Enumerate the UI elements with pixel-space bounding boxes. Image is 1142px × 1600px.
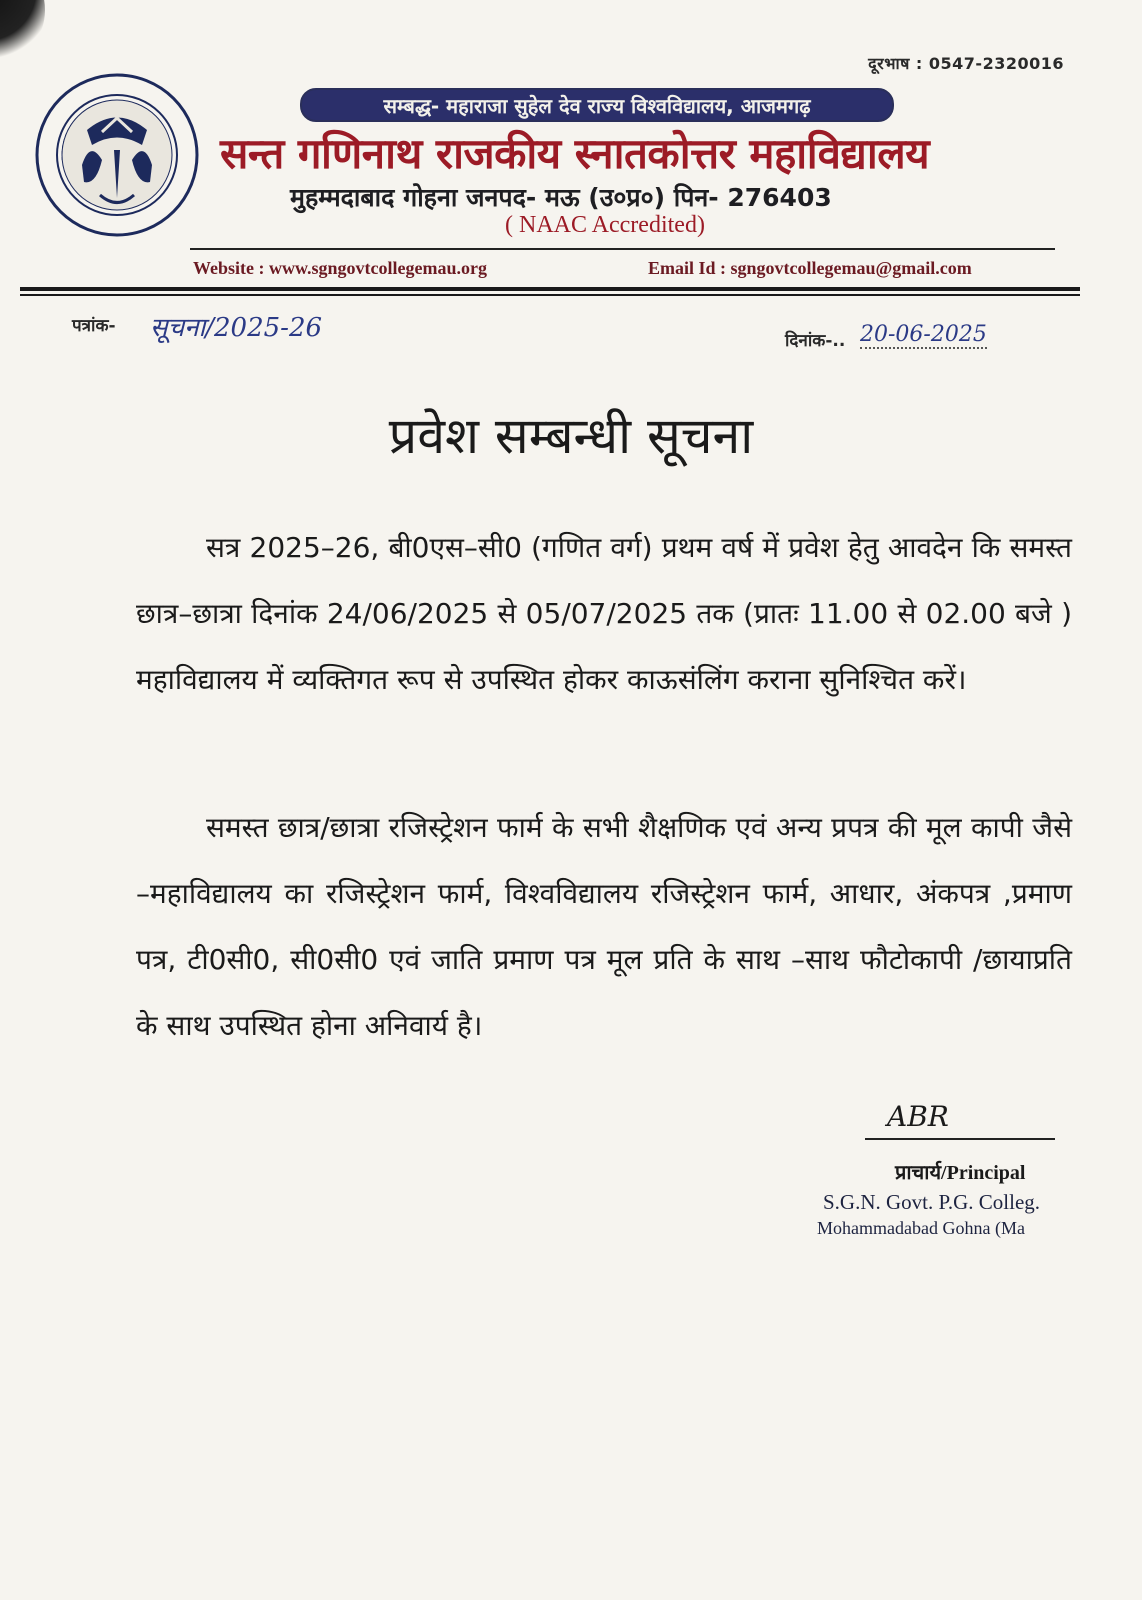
reference-label: पत्रांक- xyxy=(72,316,116,336)
email-text: Email Id : sgngovtcollegemau@gmail.com xyxy=(648,258,972,278)
college-name: सन्त गणिनाथ राजकीय स्नातकोत्तर महाविद्यालय xyxy=(220,129,930,178)
phone-number: दूरभाष : 0547-2320016 xyxy=(868,54,1064,73)
notice-date: 20-06-2025 xyxy=(860,322,987,347)
date-label: दिनांक-.. xyxy=(785,331,846,351)
notice-title: प्रवेश सम्बन्धी सूचना xyxy=(388,407,754,465)
stamp-college-place: Mohammadabad Gohna (Ma xyxy=(817,1218,1025,1238)
website-text: Website : www.sgngovtcollegemau.org xyxy=(193,258,487,278)
college-address: मुहम्मदाबाद गोहना जनपद- मऊ (उ०प्र०) पिन- 276403 xyxy=(290,183,832,212)
letterhead-rule-secondary xyxy=(20,294,1080,296)
notice-paragraph-1: सत्र 2025–26, बी0एस–सी0 (गणित वर्ग) प्रथम वर्ष में प्रवेश हेतु आवदेन कि समस्त छात्र–छात्रा दिनांक 24/06/2025 से 05/07/2025 तक (प्रातः 11.00 से 02.00 बजे ) महाविद्यालय में व्यक्तिगत रूप से उपस्थित होकर काऊसंलिंग कराना सुनिश्चित करें। xyxy=(136,531,1072,696)
notice-paragraph-2: समस्त छात्र/छात्रा रजिस्ट्रेशन फार्म के सभी शैक्षणिक एवं अन्य प्रपत्र की मूल कापी जैसे –महाविद्यालय का रजिस्ट्रेशन फार्म, विश्वविद्यालय रजिस्ट्रेशन फार्म, आधार, अंकपत्र ,प्रमाण पत्र, टी0सी0, सी0सी0 एवं जाति प्रमाण पत्र मूल प्रति के साथ –साथ फौटोकापी /छायाप्रति के साथ उपस्थित होना अनिवार्य है। xyxy=(136,811,1072,1042)
scan-shadow xyxy=(0,0,45,60)
signature-line xyxy=(865,1138,1055,1140)
letterhead-rule xyxy=(20,287,1080,291)
naac-accreditation: ( NAAC Accredited) xyxy=(505,212,705,238)
affiliation-banner: सम्बद्ध- महाराजा सुहेल देव राज्य विश्वविद्यालय, आजमगढ़ xyxy=(300,88,894,122)
uttar-pradesh-emblem-icon xyxy=(32,70,202,240)
stamp-college-name: S.G.N. Govt. P.G. Colleg. xyxy=(823,1190,1041,1214)
reference-number: सूचना/2025-26 xyxy=(150,313,323,343)
principal-designation: प्राचार्य/Principal xyxy=(895,1162,1026,1184)
principal-signature: ABR xyxy=(887,1100,949,1133)
header-divider xyxy=(190,248,1055,250)
